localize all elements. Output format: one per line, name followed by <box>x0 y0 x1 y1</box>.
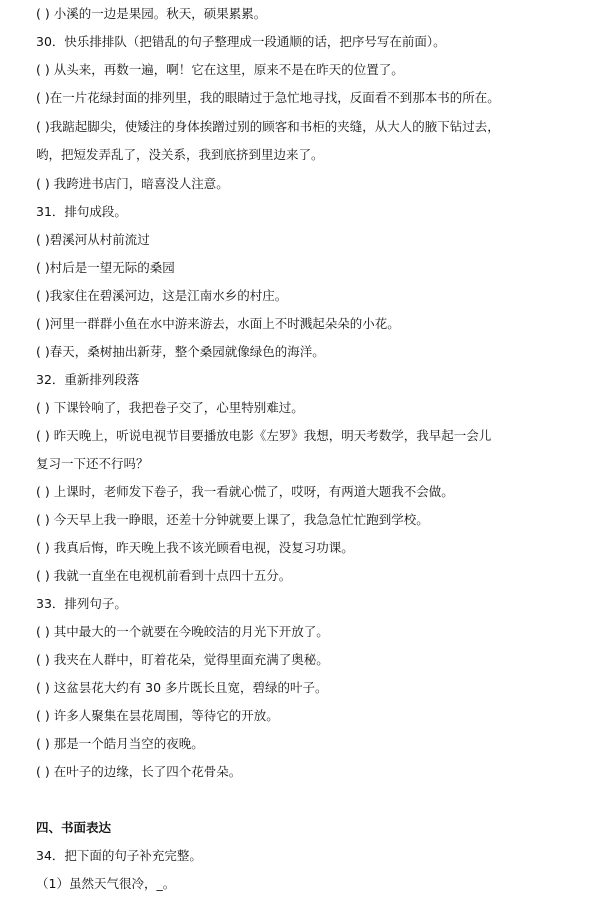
text-line: ( )我家住在碧溪河边，这是江南水乡的村庄。 <box>36 288 288 303</box>
text-line: ( ) 我跨进书店门，暗喜没人注意。 <box>36 176 229 191</box>
text-line: ( )村后是一望无际的桑园 <box>36 260 175 275</box>
question-33-title: 33．排列句子。 <box>36 596 127 611</box>
text-line: ( ) 我夹在人群中，盯着花朵，觉得里面充满了奥秘。 <box>36 652 329 667</box>
text-line: ( ) 在叶子的边缘，长了四个花骨朵。 <box>36 764 242 779</box>
text-line: ( ) 今天早上我一睁眼，还差十分钟就要上课了，我急急忙忙跑到学校。 <box>36 512 429 527</box>
text-line: ( ) 小溪的一边是果园。秋天，硕果累累。 <box>36 6 267 21</box>
question-32-title: 32．重新排列段落 <box>36 372 140 387</box>
text-line: ( ) 这盆昙花大约有 30 多片既长且宽，碧绿的叶子。 <box>36 680 328 695</box>
text-line: ( )我踮起脚尖，使矮注的身体挨蹭过别的顾客和书柜的夹缝，从大人的腋下钻过去， <box>36 119 500 134</box>
question-34-title: 34．把下面的句子补充完整。 <box>36 848 202 863</box>
question-31-title: 31．排句成段。 <box>36 204 127 219</box>
text-line: ( ) 其中最大的一个就要在今晚皎洁的月光下开放了。 <box>36 624 329 639</box>
text-line: ( )春天，桑树抽出新芽，整个桑园就像绿色的海洋。 <box>36 344 325 359</box>
text-line: ( ) 上课时，老师发下卷子，我一看就心慌了，哎呀，有两道大题我不会做。 <box>36 484 454 499</box>
text-line: ( ) 从头来，再数一遍，啊！它在这里，原来不是在昨天的位置了。 <box>36 62 404 77</box>
text-line: ( )在一片花绿封面的排列里，我的眼睛过于急忙地寻找，反面看不到那本书的所在。 <box>36 90 500 105</box>
text-line: ( ) 我真后悔，昨天晚上我不该光顾看电视，没复习功课。 <box>36 540 354 555</box>
text-line: （1）虽然天气很冷，_。 <box>36 876 176 891</box>
text-line: ( ) 我就一直坐在电视机前看到十点四十五分。 <box>36 568 292 583</box>
question-30-title: 30．快乐排排队（把错乱的句子整理成一段通顺的话，把序号写在前面）。 <box>36 34 446 49</box>
text-line: ( ) 昨天晚上，听说电视节目要播放电影《左罗》我想，明天考数学，我早起一会儿 <box>36 428 492 443</box>
section-4-heading: 四、书面表达 <box>36 820 112 835</box>
text-line: ( ) 那是一个皓月当空的夜晚。 <box>36 736 204 751</box>
text-line: ( )碧溪河从村前流过 <box>36 232 150 247</box>
text-line: ( ) 下课铃响了，我把卷子交了，心里特别难过。 <box>36 400 304 415</box>
text-line: 哟，把短发弄乱了，没关系，我到底挤到里边来了。 <box>36 147 324 162</box>
text-line: ( )河里一群群小鱼在水中游来游去，水面上不时溅起朵朵的小花。 <box>36 316 400 331</box>
text-line: 复习一下还不行吗？ <box>36 456 149 471</box>
text-line: ( ) 许多人聚集在昙花周围，等待它的开放。 <box>36 708 279 723</box>
